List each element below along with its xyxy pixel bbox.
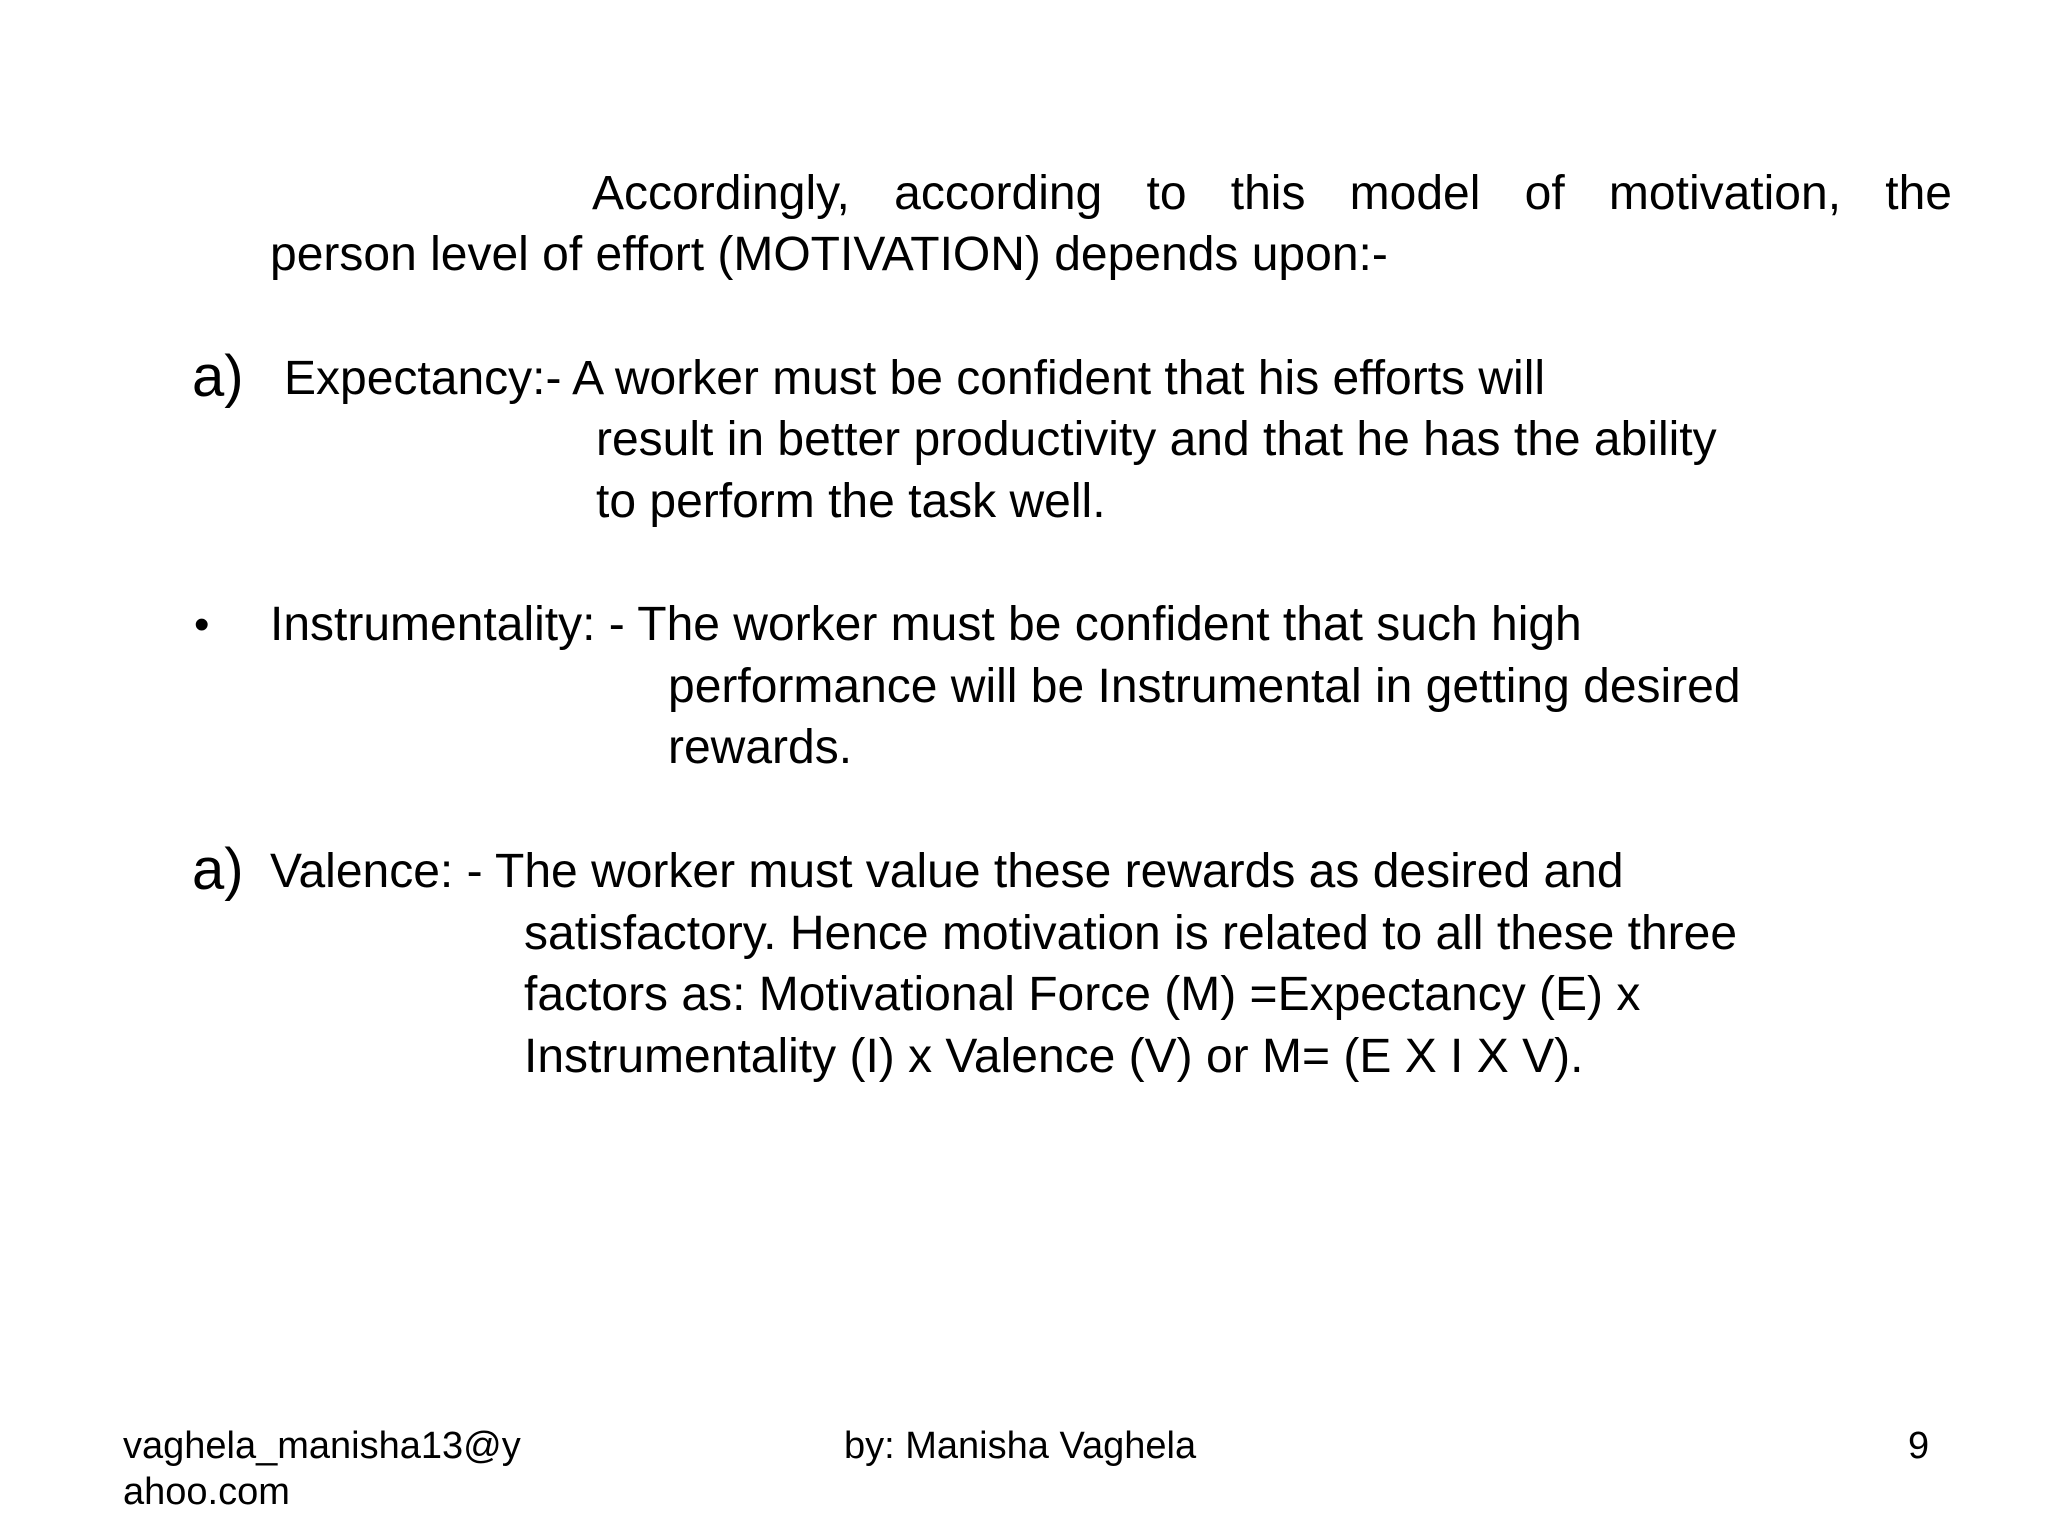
intro-line-1: Accordingly, according to this model of motivation, the	[592, 167, 1952, 220]
expectancy-line-3: to perform the task well.	[596, 475, 1106, 528]
instrumentality-line-2: performance will be Instrumental in getting desired	[668, 660, 1741, 713]
expectancy-line-2: result in better productivity and that he has the ability	[596, 413, 1717, 466]
footer-email-line-1: vaghela_manisha13@y	[123, 1425, 521, 1467]
item-marker-expectancy: a)	[192, 344, 244, 409]
valence-line-1: Valence: - The worker must value these rewards as desired and	[270, 845, 1624, 898]
instrumentality-line-1: Instrumentality: - The worker must be confident that such high	[270, 598, 1582, 651]
valence-line-2: satisfactory. Hence motivation is related to all these three	[524, 907, 1738, 960]
footer-author: by: Manisha Vaghela	[844, 1425, 1197, 1467]
valence-line-3: factors as: Motivational Force (M) =Expectancy (E) x	[524, 968, 1641, 1021]
footer-email-line-2: ahoo.com	[123, 1471, 290, 1513]
item-marker-valence: a)	[192, 837, 244, 902]
item-bullet-instrumentality: •	[194, 600, 210, 649]
valence-line-4: Instrumentality (I) x Valence (V) or M= (E X I X V).	[524, 1030, 1584, 1083]
instrumentality-line-3: rewards.	[668, 721, 853, 774]
page-number: 9	[1908, 1425, 1930, 1467]
expectancy-line-1: Expectancy:- A worker must be confident that his efforts will	[284, 352, 1546, 405]
intro-line-2: person level of effort (MOTIVATION) depends upon:-	[270, 228, 1388, 281]
